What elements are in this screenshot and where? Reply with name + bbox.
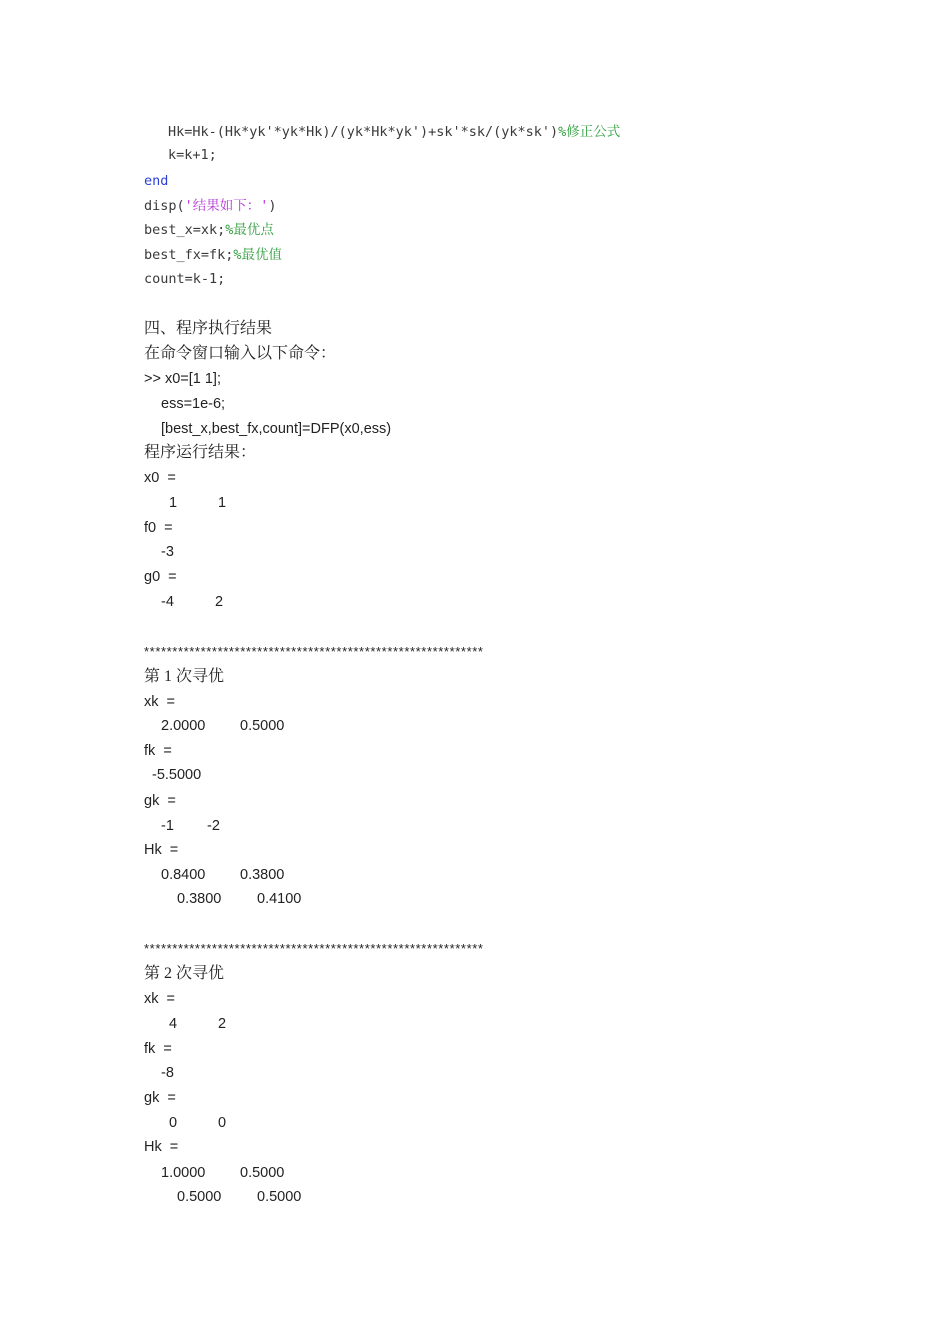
g0-value-1: -4	[161, 594, 174, 610]
code-line-end-keyword: end	[144, 173, 169, 189]
fk-value: -5.5000	[152, 767, 202, 783]
hk-label: Hk =	[144, 842, 179, 858]
code-comment: %最优点	[225, 222, 274, 238]
hk-r2c2: 0.4100	[257, 891, 302, 907]
fk-value: -8	[161, 1065, 174, 1081]
code-comment: %最优值	[233, 247, 283, 263]
command-line-2: ess=1e-6;	[161, 396, 226, 412]
hk-r2c2: 0.5000	[257, 1189, 302, 1205]
gk-value-2: 0	[218, 1115, 227, 1131]
gk-value-1: 0	[169, 1115, 178, 1131]
iteration-1-title: 第 1 次寻优	[144, 668, 225, 685]
code-text: )	[268, 198, 277, 214]
gk-label: gk =	[144, 793, 176, 809]
g0-label: g0 =	[144, 569, 177, 585]
code-text: best_x=xk;	[144, 222, 226, 238]
code-text: Hk=Hk-(Hk*yk'*yk*Hk)/(yk*Hk*yk')+sk'*sk/(yk*sk')	[168, 124, 559, 140]
g0-value-2: 2	[215, 594, 224, 610]
code-string: '结果如下：'	[184, 198, 269, 214]
code-text: best_fx=fk;	[144, 247, 234, 263]
code-line-count: count=k-1;	[144, 271, 226, 287]
command-line-3: [best_x,best_fx,count]=DFP(x0,ess)	[161, 421, 392, 437]
code-line-best-fx	[144, 246, 282, 264]
gk-value-2: -2	[207, 818, 220, 834]
f0-label: f0 =	[144, 520, 173, 536]
gk-label: gk =	[144, 1090, 176, 1106]
xk-value-1: 2.0000	[161, 718, 206, 734]
code-comment: %修正公式	[558, 124, 621, 140]
xk-value-1: 4	[169, 1016, 178, 1032]
code-line-hk-update	[168, 123, 620, 141]
xk-label: xk =	[144, 694, 176, 710]
iteration-2-title: 第 2 次寻优	[144, 965, 225, 982]
hk-r1c2: 0.5000	[240, 1165, 285, 1181]
xk-label: xk =	[144, 991, 176, 1007]
command-line-1: >> x0=[1 1];	[144, 371, 221, 387]
section-heading: 四、程序执行结果	[144, 320, 273, 337]
gk-value-1: -1	[161, 818, 174, 834]
fk-label: fk =	[144, 743, 172, 759]
code-line-disp	[144, 197, 277, 215]
hk-r1c2: 0.3800	[240, 867, 285, 883]
x0-value-1: 1	[169, 495, 178, 511]
code-line-best-x	[144, 221, 274, 239]
xk-value-2: 0.5000	[240, 718, 285, 734]
hk-r1c1: 1.0000	[161, 1165, 206, 1181]
f0-value: -3	[161, 544, 174, 560]
code-text: disp(	[144, 198, 185, 214]
x0-label: x0 =	[144, 470, 176, 486]
hk-r2c1: 0.3800	[177, 891, 222, 907]
hk-r2c1: 0.5000	[177, 1189, 222, 1205]
run-result-label: 程序运行结果：	[144, 444, 257, 461]
xk-value-2: 2	[218, 1016, 227, 1032]
x0-value-2: 1	[218, 495, 227, 511]
fk-label: fk =	[144, 1041, 172, 1057]
section-intro: 在命令窗口输入以下命令：	[144, 345, 337, 362]
separator-line: ************************************************************	[144, 644, 484, 659]
hk-label: Hk =	[144, 1139, 179, 1155]
separator-line: ************************************************************	[144, 941, 484, 956]
hk-r1c1: 0.8400	[161, 867, 206, 883]
code-line-k-increment: k=k+1;	[168, 147, 217, 163]
